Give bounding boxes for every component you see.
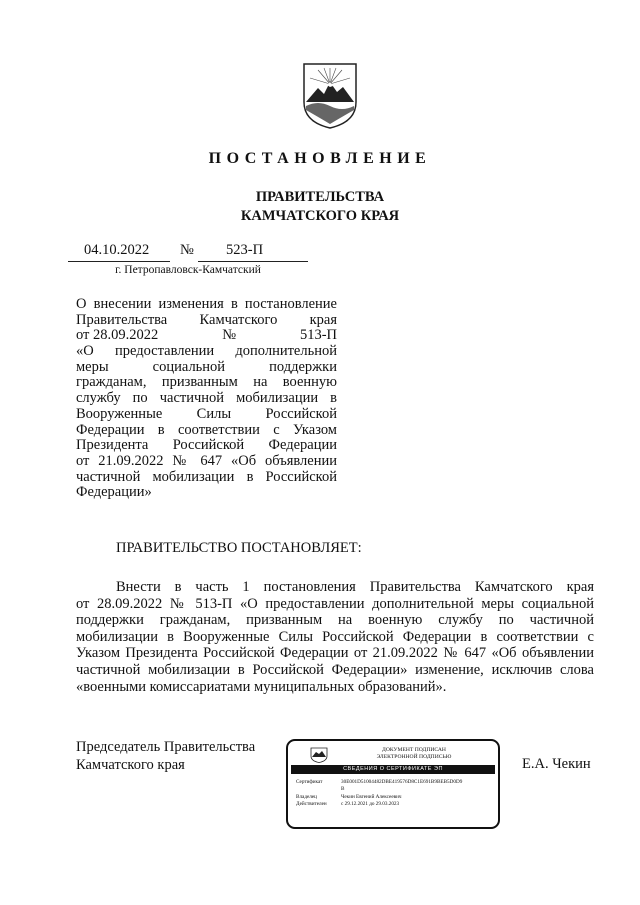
body-line: «военными комиссариатами муниципальных образований».: [76, 678, 447, 695]
subject-line: от 21.09.2022 № 647 «Об объявлении: [76, 452, 337, 469]
subject-line: меры социальной поддержки: [76, 358, 337, 375]
city: г. Петропавловск-Камчатский: [115, 264, 261, 276]
subject-line: [76, 328, 337, 344]
body-line: частичной мобилизации в Российской Федерации» изменение, исключив слова: [76, 661, 594, 678]
stamp-certificate-bar: СВЕДЕНИЯ О СЕРТИФИКАТЕ ЭП: [291, 765, 495, 774]
issuer: [0, 188, 640, 226]
document-subject: [76, 297, 337, 501]
owner-label: Владелец: [296, 794, 317, 800]
subject-line: Правительства Камчатского края: [76, 311, 337, 328]
subject-line: Федерации»: [76, 484, 152, 501]
position-line-1: Председатель Правительства: [76, 739, 256, 755]
cert-value: 30E001D51004482DBE419576D8C1E691B9BEB5D0D9: [341, 779, 463, 785]
date-number-line: [68, 242, 308, 264]
body-line: Внести в часть 1 постановления Правительства Камчатского края: [116, 579, 594, 595]
subject-line: гражданам, призванным на военную: [76, 374, 337, 391]
stamp-valid-row: [296, 801, 399, 808]
number-sign: №: [180, 242, 194, 258]
subject-line: службу по частичной мобилизации в: [76, 390, 337, 407]
document-body: [76, 579, 594, 695]
subject-line: Президента Российской Федерации: [76, 437, 337, 454]
stamp-header: [334, 747, 494, 760]
stamp-line-1: ДОКУМЕНТ ПОДПИСАН: [382, 747, 446, 753]
subject-line: Вооруженные Силы Российской: [76, 405, 337, 422]
number-underline: [198, 261, 308, 262]
kamchatka-coat-of-arms-icon: [300, 62, 360, 130]
body-line: от 28.09.2022 № 513-П «О предоставлении дополнительной меры социальной: [76, 595, 594, 612]
body-line: Указом Президента Российской Федерации от 21.09.2022 № 647 «Об объявлении: [76, 645, 594, 662]
stamp-cert-row: [296, 779, 462, 786]
valid-label: Действителен: [296, 801, 327, 807]
kamchatka-coat-of-arms-icon: [310, 747, 328, 763]
body-line: мобилизации в Вооруженные Силы Российской Федерации в соответствии с: [76, 628, 594, 645]
electronic-signature-stamp: [286, 739, 500, 829]
signatory-position: [76, 738, 255, 774]
issuer-line-1: ПРАВИТЕЛЬСТВА: [255, 189, 385, 205]
subject-line: частичной мобилизации в Российской: [76, 468, 337, 485]
stamp-line-2: ЭЛЕКТРОННОЙ ПОДПИСЬЮ: [376, 753, 452, 760]
cert-label: Сертификат: [296, 779, 323, 785]
signatory-name: Е.А. Чекин: [522, 756, 591, 772]
subject-line: О внесении изменения в постановление: [76, 296, 337, 312]
document-date: 04.10.2022: [84, 242, 150, 258]
subject-date: от 28.09.2022: [76, 327, 159, 344]
issuer-line-2: КАМЧАТСКОГО КРАЯ: [240, 208, 400, 224]
position-line-2: Камчатского края: [76, 757, 185, 773]
subject-number: 513-П: [299, 327, 337, 344]
document-number: 523-П: [226, 242, 264, 258]
subject-number-sign: №: [222, 327, 237, 344]
document-title: ПОСТАНОВЛЕНИЕ: [208, 150, 432, 167]
body-line: поддержки гражданам, призванным на военную службу по частичной: [76, 612, 594, 629]
resolve-heading: ПРАВИТЕЛЬСТВО ПОСТАНОВЛЯЕТ:: [116, 540, 362, 556]
owner-value: Чекин Евгений Алексеевич: [341, 794, 402, 800]
stamp-owner-row: [296, 794, 401, 801]
subject-line: Федерации в соответствии с Указом: [76, 421, 337, 438]
cert-value-cont: B: [341, 786, 345, 792]
subject-line: «О предоставлении дополнительной: [76, 343, 337, 360]
valid-value: с 29.12.2021 до 29.03.2023: [341, 801, 400, 807]
date-underline: [68, 261, 170, 262]
